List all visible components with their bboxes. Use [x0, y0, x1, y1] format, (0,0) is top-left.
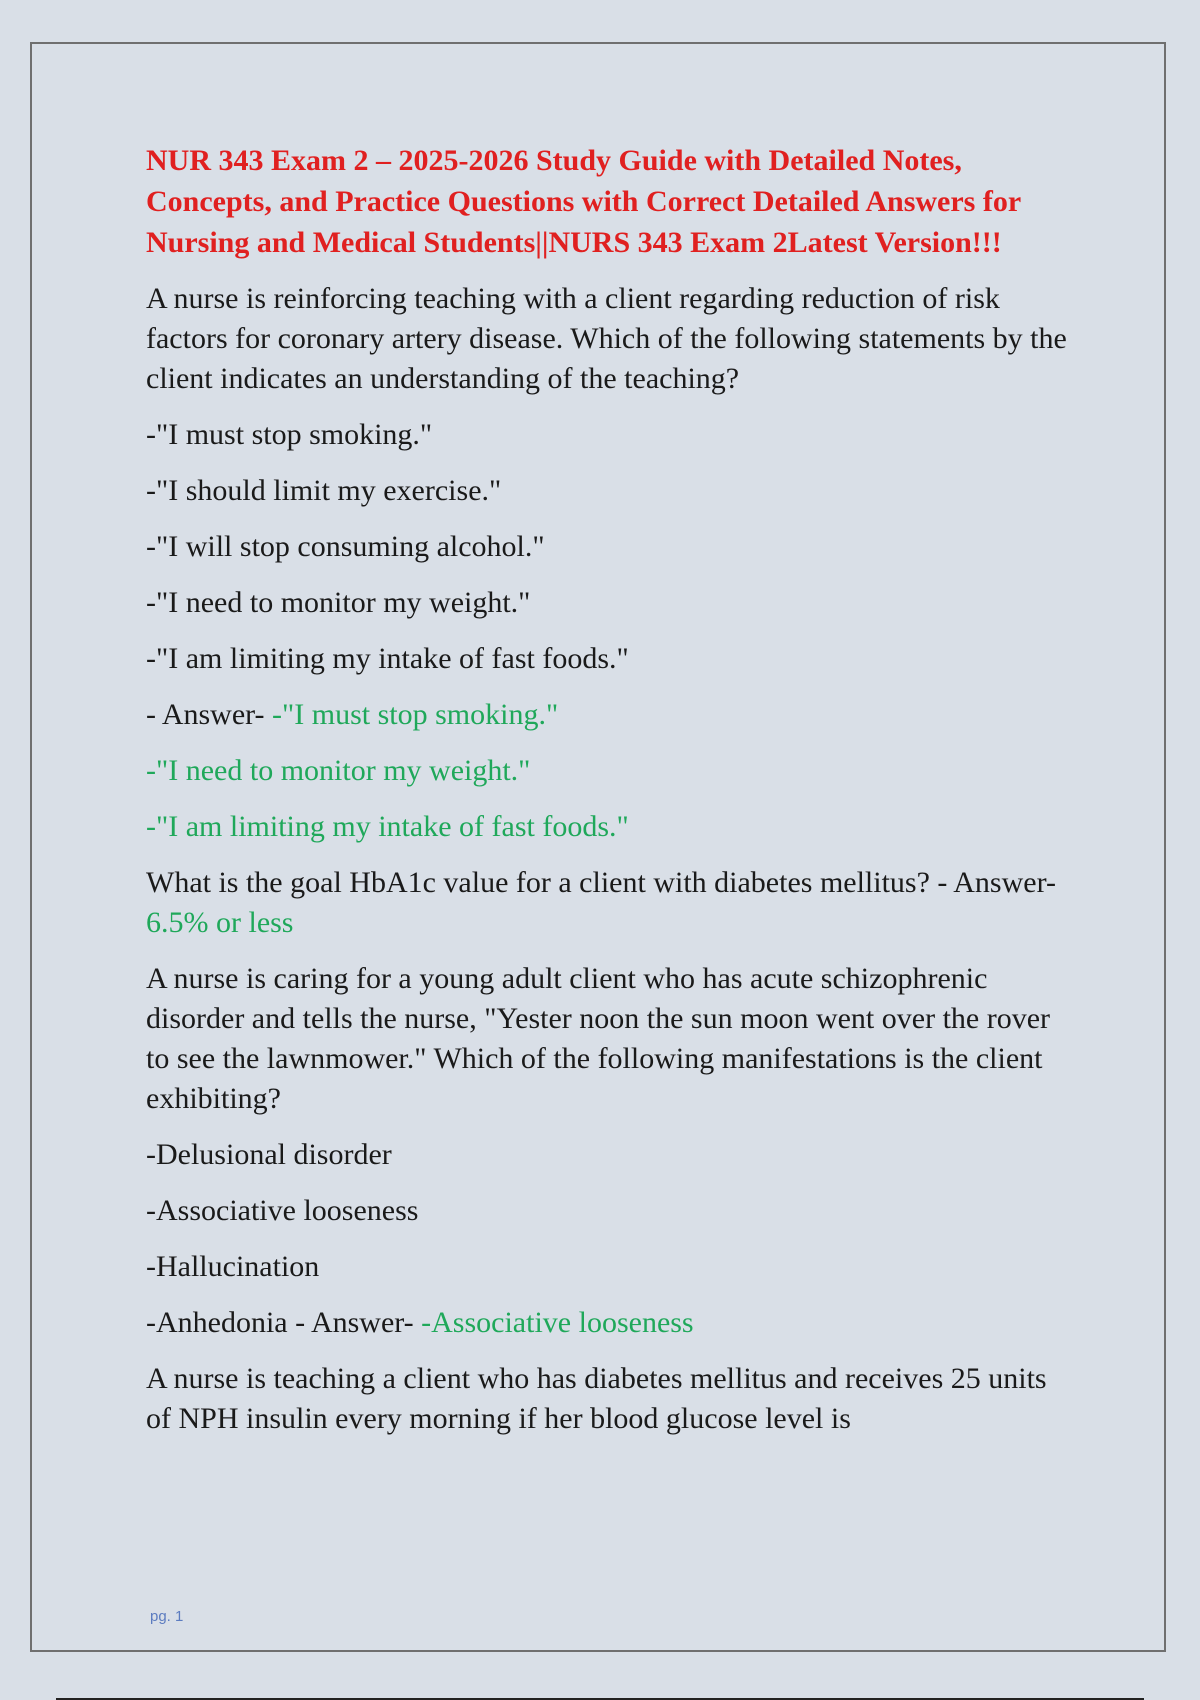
question-3: A nurse is caring for a young adult client who has acute schizophrenic disorder and tells the nurse, "Yester noon the sun moon went over the rover to see the lawnmower." Which of the following manifestations is the client exhibiting? [146, 962, 1051, 1115]
q2-text: What is the goal HbA1c value for a client with diabetes mellitus? - Answer- [146, 866, 1056, 899]
q3-answer-line [146, 1303, 1076, 1343]
q1-option-5: -"I am limiting my intake of fast foods." [146, 642, 629, 675]
q3-option-2: -Associative looseness [146, 1194, 419, 1227]
question-2 [146, 863, 1076, 943]
q3-option-4: -Anhedonia - Answer- [146, 1306, 422, 1339]
page-number: pg. 1 [150, 1608, 184, 1625]
question-1: A nurse is reinforcing teaching with a client regarding reduction of risk factors for coronary artery disease. Which of the following statements by the client indicates an understanding of the teaching? [146, 282, 1067, 395]
q1-option-4: -"I need to monitor my weight." [146, 586, 531, 619]
q1-answer-3: -"I am limiting my intake of fast foods." [146, 810, 629, 843]
document-title: NUR 343 Exam 2 – 2025-2026 Study Guide with Detailed Notes, Concepts, and Practice Questions with Correct Detailed Answers for Nursing and Medical Students||NURS 343 Exam 2Latest Version!!! [146, 144, 1021, 259]
q1-answer-2: -"I need to monitor my weight." [146, 754, 531, 787]
q1-option-2: -"I should limit my exercise." [146, 474, 502, 507]
q1-option-3: -"I will stop consuming alcohol." [146, 530, 545, 563]
q1-answer-1: -"I must stop smoking." [272, 698, 559, 731]
q1-answer-line [146, 695, 1076, 735]
q3-option-3: -Hallucination [146, 1250, 320, 1283]
q2-answer: 6.5% or less [146, 906, 294, 939]
answer-prefix: - Answer- [146, 698, 273, 731]
q3-answer: -Associative looseness [421, 1306, 694, 1339]
question-4: A nurse is teaching a client who has diabetes mellitus and receives 25 units of NPH insulin every morning if her blood glucose level is [146, 1362, 1047, 1435]
q1-option-1: -"I must stop smoking." [146, 418, 433, 451]
q3-option-1: -Delusional disorder [146, 1138, 392, 1171]
document-content [146, 140, 1076, 1455]
